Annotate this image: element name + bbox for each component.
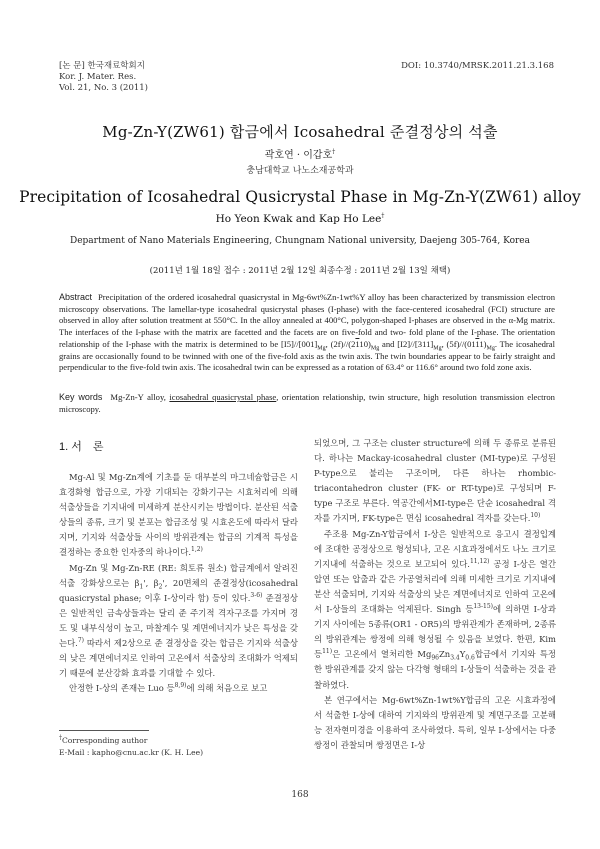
- dagger-mark: †: [59, 734, 62, 742]
- body-text: 되었으며, 그 구조는 cluster structure에 의해 두 종류로 분류된다. 하나는 Mackay-icosahedral cluster (MI-type)로 구성된 P-type으로 불리는 구조이며, 다른 하나는 rhombic-triacontahedron cluster (FK- or RT-type)로 구성되며 F-type 구조로 부른다. 역공간에서MI-type은 단순 icosahedral 격자를 가지며, FK-type은 면심 icosahedral 격자를 갖는다.: [314, 438, 556, 524]
- keywords-text: Mg-Zn-Y alloy,: [110, 392, 170, 402]
- subscript: 2: [158, 583, 163, 591]
- subscript: Mg: [486, 345, 495, 352]
- paragraph: [314, 527, 556, 693]
- journal-name-ko: [논 문] 한국재료학회지: [59, 61, 145, 71]
- abstract-text: 10): [359, 338, 371, 349]
- paragraph: [59, 561, 298, 682]
- keywords: [59, 392, 555, 415]
- dagger-mark: †: [381, 212, 385, 220]
- paragraph: [59, 681, 298, 696]
- overbar-digit: 1: [475, 338, 480, 349]
- subscript: Mg: [433, 345, 442, 352]
- citation: 11,12): [469, 557, 490, 565]
- dagger-mark: †: [332, 148, 336, 156]
- title-korean: Mg-Zn-Y(ZW61) 합금에서 Icosahedral 준결정상의 석출: [102, 123, 498, 141]
- footnote: [59, 735, 203, 759]
- corresponding-author: [59, 735, 203, 747]
- authors-english: [0, 213, 600, 225]
- abstract-label: Abstract: [59, 292, 93, 302]
- body-text: 준결정상은 일반적인 금속상들과는 달리 준 주기적 격자구조를 가지며 경도 및 내부식성이 높고, 마찰계수 및 계면에너지가 낮은 특성을 갖는다.: [59, 592, 298, 649]
- doi: DOI: 10.3740/MRSK.2011.21.3.168: [401, 61, 554, 71]
- citation: 13-15): [473, 603, 493, 611]
- journal-volume: Vol. 21, No. 3 (2011): [59, 83, 149, 93]
- subscript: 0.6: [465, 654, 475, 662]
- author-email: E-Mail : kapho@cnu.ac.kr (K. H. Lee): [59, 748, 204, 757]
- left-column: [59, 470, 298, 696]
- body-text: Zn: [438, 649, 451, 660]
- abstract: [59, 292, 555, 374]
- right-column: [314, 436, 556, 753]
- citation: 8,9): [174, 682, 187, 690]
- keywords-text: , orientation relationship, twin structure, high resolution transmission electron microscopy.: [59, 392, 555, 414]
- abstract-text: , (2f)//(2: [325, 338, 356, 349]
- authors-english-text: Ho Yeon Kwak and Kap Ho Lee: [215, 213, 382, 225]
- subscript: Mg: [370, 345, 380, 352]
- footnote-divider: [59, 730, 149, 731]
- abstract-text: and [I2]//[311]: [379, 338, 434, 349]
- paragraph: [59, 470, 298, 561]
- body-text: 합금에서 기지와 특정한 방위관계를 갖지 않는 다각형 형태의 I-상들이 석출하는 것을 관찰하였다.: [314, 649, 556, 690]
- body-text: Y: [459, 649, 466, 660]
- subscript: 3.4: [450, 654, 460, 662]
- citation: 11): [322, 648, 333, 656]
- body-text: 에 의해 처음으로 보고: [186, 683, 268, 694]
- abstract-text: . The icosahedral grains are occasionally found to be twinned with one of the five-fold axis as the twin axis. The twin boundaries appear to be fairly straight and perpendicular to the five-fold twin axis. The icosahedral twin can be expressed as a rotation of 63.4° or 116.6° around two fold zone axis.: [59, 338, 555, 373]
- citation: 10): [530, 512, 541, 520]
- page-number: 168: [291, 790, 309, 800]
- footnote-text: Corresponding author: [62, 736, 148, 745]
- citation: 3-6): [250, 591, 263, 599]
- submission-dates: (2011년 1월 18일 접수 : 2011년 2월 12일 최종수정 : 2011년 2월 13일 채택): [149, 266, 451, 276]
- subscript: 1: [139, 583, 144, 591]
- authors-korean: [0, 146, 600, 161]
- body-text: 안정한 I-상의 존재는 Luo 등: [69, 683, 175, 694]
- keywords-label: Key words: [59, 392, 103, 402]
- authors-korean-text: 곽호연 · 이갑호: [264, 150, 333, 161]
- abstract-text: 1): [479, 338, 487, 349]
- citation: 1,2): [191, 546, 203, 554]
- body-text: 에 의하면 I-상과 기지 사이에는 5종류(OR1 - OR5)의 방위관계가 존재하며, 2종류의 방위관계는 쌍정에 의해 형성될 수 있음을 보였다. 한편, Kim 등: [314, 604, 556, 660]
- body-text: Mg-Zn 및 Mg-Zn-RE (RE: 희토류 원소) 합금계에서 알려진 석출 강화상으로는 β: [59, 562, 298, 588]
- paragraph: [314, 436, 556, 527]
- journal-header: [59, 61, 148, 94]
- section-title: 1. 서 론: [59, 441, 104, 453]
- citation: 7): [77, 637, 85, 645]
- paragraph: [314, 693, 556, 753]
- body-text: 본 연구에서는 Mg-6wt%Zn-1wt%Y합금의 고온 시효과정에서 석출한 I-상에 대하여 기지와의 방위관계 및 계면구조를 고분해능 전자현미경을 이용하여 조사하였다. 특히, 일부 I-상에서는 다중쌍정이 관찰되며 쌍정면은 I-상: [314, 694, 556, 750]
- body-text: 은 고온에서 열처리한 Mg: [332, 649, 432, 660]
- body-text: Mg-Al 및 Mg-Zn계에 기초를 둔 대부분의 마그네슘합금은 시효경화형 합금으로, 가장 기대되는 강화기구는 시효처리에 의해 석출상들을 기지내에 미세하게 분산시키는 방법이다. 분산된 석출상들의 종류, 크기 및 분포는 합금조성 및 시효온도에 따라서 달라지며, 기지와 석출상들 사이의 방위관계는 합금의 기계적 특성을 결정하는 중요한 인자중의 하나이다.: [59, 472, 298, 558]
- body-text: 공정 I-상은 열간 압연 또는 압출과 같은 가공열처리에 의해 미세한 크기로 기지내에 분산 석출되며, 기지와 석출상의 낮은 계면에너지로 인하여 고온에서 I-상들의 조대화는 억제된다. Singh 등: [314, 558, 556, 615]
- affiliation-korean: 충남대학교 나노소재공학과: [246, 166, 354, 176]
- body-text: 따라서 제2상으로 준 결정상을 갖는 합금은 기지와 석출상의 낮은 계면에너지로 인하여 고온에서 석출상의 조대화가 억제되기 때문에 분산강화 효과를 기대할 수 있다.: [59, 638, 298, 679]
- body-text: ', 20면체의 준결정상(icosahedral quasicrystal phase; 이후 I-상이라 함) 등이 있다.: [59, 577, 299, 603]
- title-english: Precipitation of Icosahedral Qusicrystal Phase in Mg-Zn-Y(ZW61) alloy: [19, 188, 581, 206]
- abstract-text: Precipitation of the ordered icosahedral quasicrystal in Mg-6wt%Zn-1wt%Y alloy has been characterized by transmission electron microscopy observations. The lamellar-type icosahedral qusicrystal phases (I-phase) with the face-centered icosahedral (FCI) structure are observed in alloy after solution treatment at 550°C. In the alloy annealed at 400°C, polygon-shaped I-phases are observed in the α-Mg matrix. The interfaces of the I-phase with the matrix are facetted and the facets are on five-fold and two- fold plane of the I-phase. The orientation relationship of the I-phase with the matrix is determined to be [I5]//[001]: [59, 292, 555, 349]
- abstract-text: , (5f)//(01: [441, 338, 476, 349]
- body-text: 주조용 Mg-Zn-Y합금에서 I-상은 일반적으로 응고시 결정입계에 조대한 공정상으로 형성되나, 고온 시효과정에서도 나노 크기로 기지내에 석출하는 것으로 보고되어 있다.: [314, 528, 556, 569]
- subscript: 96: [431, 654, 439, 662]
- journal-name-en: Kor. J. Mater. Res.: [59, 72, 137, 82]
- affiliation-english: Department of Nano Materials Engineering, Chungnam National university, Daejeng 305-764, Korea: [69, 236, 530, 246]
- keywords-underlined: icosahedral quasicrystal phase: [169, 392, 277, 402]
- subscript: Mg: [317, 345, 326, 352]
- body-text: ', β: [143, 577, 159, 588]
- overbar-digit: 1: [355, 338, 360, 349]
